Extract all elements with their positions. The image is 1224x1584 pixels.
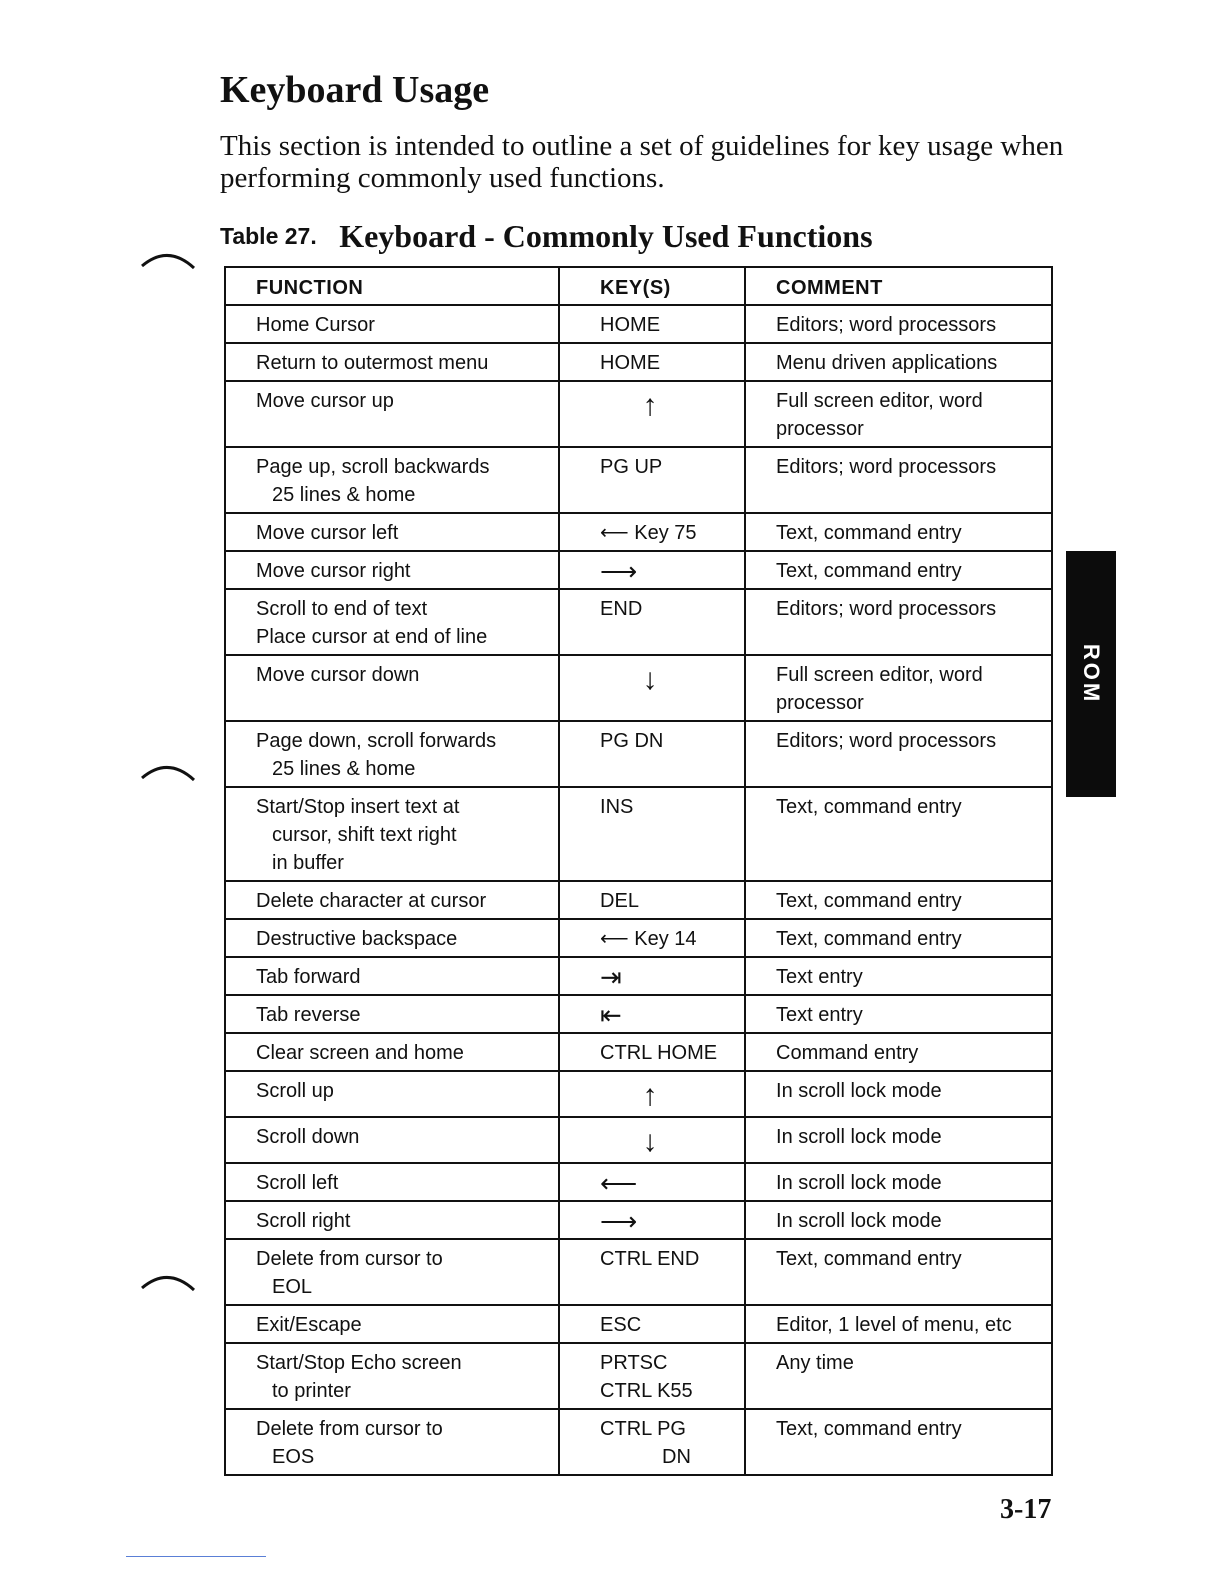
keys-cell [559,513,745,551]
table-row [225,787,1052,881]
table-row [225,919,1052,957]
function-cell [225,919,559,957]
comment-cell [745,305,1052,343]
function-cell-text: EOS [272,1446,315,1468]
page-heading: Keyboard Usage [220,69,490,111]
table-caption-title: Keyboard - Commonly Used Functions [339,218,873,254]
punch-hole-mark-bottom [140,1262,200,1292]
function-cell-text: Start/Stop Echo screen [256,1352,462,1374]
comment-cell [745,1343,1052,1409]
function-cell [225,1201,559,1239]
keys-cell-text: PG UP [600,456,663,478]
keys-cell [559,589,745,655]
comment-cell [745,881,1052,919]
table-row [225,957,1052,995]
keys-cell [559,721,745,787]
comment-cell [745,1071,1052,1117]
keys-cell-text: ↑ [642,1079,658,1112]
function-cell [225,447,559,513]
table-row [225,305,1052,343]
keys-cell [559,1163,745,1201]
table-row [225,551,1052,589]
table-row [225,995,1052,1033]
keys-cell [559,447,745,513]
comment-cell [745,513,1052,551]
section-tab-label: ROM [1079,643,1104,705]
function-cell-text: Exit/Escape [256,1314,362,1336]
keys-cell-text: CTRL PG [600,1418,686,1440]
comment-cell-text: Text, command entry [776,1248,962,1270]
function-cell-text: Return to outermost menu [256,352,489,374]
table-row [225,721,1052,787]
table-row [225,1305,1052,1343]
function-cell [225,305,559,343]
comment-cell-text: Editors; word processors [776,456,997,478]
function-cell-text: Scroll left [256,1172,339,1194]
function-cell-text: Scroll to end of text [256,598,428,620]
keys-cell [559,1305,745,1343]
function-cell-text: Scroll right [256,1210,351,1232]
table-header-row [225,267,1052,305]
function-cell-text: Delete character at cursor [256,890,487,912]
keys-cell [559,919,745,957]
comment-cell-text: Text, command entry [776,1418,962,1440]
function-cell [225,1343,559,1409]
comment-cell [745,589,1052,655]
function-cell-text: 25 lines & home [272,484,416,506]
table-caption [220,218,873,255]
comment-cell [745,787,1052,881]
comment-cell [745,995,1052,1033]
table-row [225,589,1052,655]
header-comment: COMMENT [745,267,1052,305]
comment-cell [745,447,1052,513]
table-row [225,1071,1052,1117]
header-keys: KEY(S) [559,267,745,305]
comment-cell [745,1117,1052,1163]
keys-cell-text: CTRL END [600,1248,700,1270]
comment-cell [745,919,1052,957]
function-cell [225,1409,559,1475]
keys-cell [559,305,745,343]
comment-cell-text: Text, command entry [776,522,962,544]
table-row [225,1201,1052,1239]
keys-cell [559,1117,745,1163]
keys-cell [559,655,745,721]
function-cell-text: Scroll down [256,1126,360,1148]
keys-cell-text: PG DN [600,730,664,752]
comment-cell-text: Editors; word processors [776,598,997,620]
keys-cell-text: CTRL K55 [600,1380,693,1402]
comment-cell [745,721,1052,787]
keys-cell-text: END [600,598,643,620]
keys-cell-text: ⟶ [600,1206,638,1236]
function-cell [225,1163,559,1201]
function-cell [225,995,559,1033]
function-cell-text: Page down, scroll forwards [256,730,497,752]
function-cell [225,589,559,655]
keys-cell-text: HOME [600,314,661,336]
function-cell-text: in buffer [272,852,344,874]
comment-cell [745,1239,1052,1305]
table-body [225,305,1052,1475]
function-cell-text: Start/Stop insert text at [256,796,460,818]
comment-cell-text: Editor, 1 level of menu, etc [776,1314,1012,1336]
function-cell [225,655,559,721]
comment-cell-text: Text, command entry [776,560,962,582]
keys-cell [559,1071,745,1117]
table-row [225,513,1052,551]
function-cell-text: 25 lines & home [272,758,416,780]
function-cell [225,513,559,551]
intro-paragraph: This section is intended to outline a set of guidelines for key usage when performing commonly used functions. [220,130,1064,194]
function-cell-text: Place cursor at end of line [256,626,488,648]
keys-cell-text: ⇥ [600,962,622,992]
function-cell-text: EOL [272,1276,313,1298]
function-cell-text: Move cursor down [256,664,420,686]
keys-cell-text: ⟵ Key 14 [600,928,697,950]
comment-cell-text: processor [776,418,864,440]
keys-cell-text: ⟵ [600,1168,638,1198]
keyboard-functions-table [224,266,1053,1476]
table-row [225,1117,1052,1163]
function-cell [225,343,559,381]
table-row [225,343,1052,381]
function-cell-text: Home Cursor [256,314,375,336]
keys-cell-text: PRTSC [600,1352,668,1374]
keys-cell [559,1239,745,1305]
function-cell-text: Scroll up [256,1080,334,1102]
table-row [225,381,1052,447]
comment-cell-text: Any time [776,1352,854,1374]
keys-cell-text: ⇤ [600,1000,622,1030]
keys-cell-text: CTRL HOME [600,1042,718,1064]
keys-cell-text: ↓ [642,663,658,696]
keys-cell [559,787,745,881]
table-row [225,1163,1052,1201]
punch-hole-mark-middle [140,752,200,782]
header-function: FUNCTION [225,267,559,305]
comment-cell-text: In scroll lock mode [776,1172,942,1194]
comment-cell [745,1305,1052,1343]
keys-cell-text: ⟶ [600,556,638,586]
keys-cell-text: ⟵ Key 75 [600,522,697,544]
function-cell-text: Clear screen and home [256,1042,464,1064]
comment-cell [745,551,1052,589]
comment-cell-text: Text entry [776,1004,863,1026]
function-cell [225,1305,559,1343]
comment-cell-text: Text, command entry [776,890,962,912]
function-cell [225,881,559,919]
comment-cell [745,381,1052,447]
keys-cell-text: INS [600,796,634,818]
comment-cell-text: In scroll lock mode [776,1210,942,1232]
table-row [225,1409,1052,1475]
comment-cell-text: Editors; word processors [776,314,997,336]
function-cell-text: Move cursor left [256,522,399,544]
function-cell [225,1117,559,1163]
function-cell-text: Move cursor right [256,560,411,582]
function-cell-text: Move cursor up [256,390,394,412]
keys-cell [559,1033,745,1071]
table-row [225,881,1052,919]
table-row [225,655,1052,721]
function-cell-text: Delete from cursor to [256,1418,443,1440]
function-cell [225,1033,559,1071]
function-cell [225,721,559,787]
function-cell [225,551,559,589]
page-number: 3-17 [1000,1494,1052,1525]
comment-cell-text: Text, command entry [776,928,962,950]
keys-cell [559,1343,745,1409]
keys-cell [559,1201,745,1239]
keys-cell [559,551,745,589]
keys-cell [559,881,745,919]
keys-cell-text: DN [662,1446,691,1468]
function-cell-text: Page up, scroll backwards [256,456,490,478]
comment-cell [745,343,1052,381]
function-cell-text: cursor, shift text right [272,824,457,846]
table-caption-label: Table 27. [220,223,317,249]
table-row [225,1343,1052,1409]
table-row [225,1239,1052,1305]
function-cell-text: Tab reverse [256,1004,361,1026]
comment-cell [745,655,1052,721]
comment-cell-text: Command entry [776,1042,919,1064]
function-cell [225,957,559,995]
comment-cell [745,1201,1052,1239]
comment-cell-text: Full screen editor, word [776,390,983,412]
comment-cell-text: In scroll lock mode [776,1126,942,1148]
comment-cell-text: Menu driven applications [776,352,998,374]
table-row [225,447,1052,513]
comment-cell-text: Full screen editor, word [776,664,983,686]
comment-cell [745,957,1052,995]
comment-cell [745,1033,1052,1071]
function-cell [225,381,559,447]
table-row [225,1033,1052,1071]
keys-cell-text: HOME [600,352,661,374]
comment-cell [745,1163,1052,1201]
function-cell [225,1239,559,1305]
keys-cell-text: DEL [600,890,639,912]
comment-cell-text: Editors; word processors [776,730,997,752]
punch-hole-mark-top [140,240,200,270]
keys-cell [559,1409,745,1475]
function-cell [225,787,559,881]
comment-cell-text: In scroll lock mode [776,1080,942,1102]
comment-cell [745,1409,1052,1475]
function-cell-text: to printer [272,1380,351,1402]
keys-cell [559,381,745,447]
comment-cell-text: processor [776,692,864,714]
keys-cell [559,343,745,381]
keys-cell-text: ↓ [642,1125,658,1158]
comment-cell-text: Text, command entry [776,796,962,818]
function-cell [225,1071,559,1117]
section-tab [1066,551,1116,797]
function-cell-text: Tab forward [256,966,361,988]
keys-cell-text: ESC [600,1314,642,1336]
keys-cell [559,995,745,1033]
footer-rule [126,1556,266,1557]
comment-cell-text: Text entry [776,966,863,988]
keys-cell-text: ↑ [642,389,658,422]
keys-cell [559,957,745,995]
function-cell-text: Destructive backspace [256,928,458,950]
function-cell-text: Delete from cursor to [256,1248,443,1270]
